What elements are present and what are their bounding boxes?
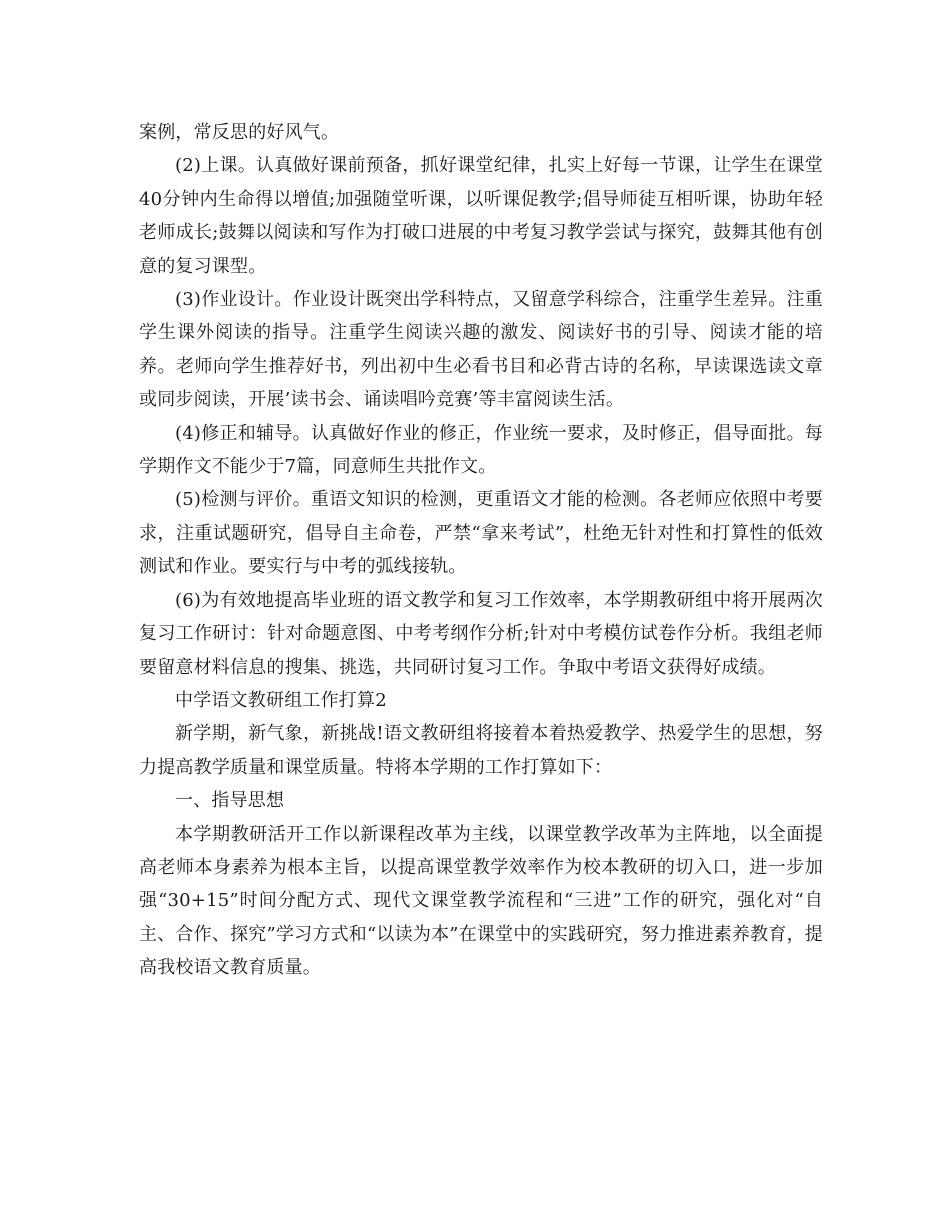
heading-guiding-ideology: 一、指导思想 [175,790,285,812]
paragraph-homework-design: (3)作业设计。作业设计既突出学科特点，又留意学科综合，注重学生差异。注重学生课外阅读的指导。注重学生阅读兴趣的激发、阅读好书的引导、阅读才能的培养。老师向学生推荐好书，列出初中生必看书目和必背古诗的名称，早读课选读文章或同步阅读，开展’读书会、诵读唱吟竞赛’等丰富阅读生活。 [139,289,823,411]
section-title-plan-2: 中学语文教研组工作打算2 [175,689,387,711]
paragraph-class-teaching: (2)上课。认真做好课前预备，抓好课堂纪律，扎实上好每一节课，让学生在课堂40分钟内生命得以增值;加强随堂听课，以听课促教学;倡导师徒互相听课，协助年轻老师成长;鼓舞以阅读和写作为打破口进展的中考复习教学尝试与探究，鼓舞其他有创意的复习课型。 [139,155,823,277]
paragraph-teaching-research: 本学期教研活开工作以新课程改革为主线，以课堂教学改革为主阵地，以全面提高老师本身素养为根本主旨，以提高课堂教学效率作为校本教研的切入口，进一步加强“30+15”时间分配方式、现代文课堂教学流程和“三进”工作的研究，强化对“自主、合作、探究”学习方式和“以读为本”在课堂中的实践研究，努力推进素养教育，提高我校语文教育质量。 [139,823,823,979]
paragraph-review-seminar: (6)为有效地提高毕业班的语文教学和复习工作效率，本学期教研组中将开展两次复习工作研讨：针对命题意图、中考考纲作分析;针对中考模仿试卷作分析。我组老师要留意材料信息的搜集、挑选，共同研讨复习工作。争取中考语文获得好成绩。 [139,589,823,678]
paragraph-continuation: 案例，常反思的好风气。 [139,122,340,143]
paragraph-correction-tutoring: (4)修正和辅导。认真做好作业的修正，作业统一要求，及时修正，倡导面批。每学期作文不能少于7篇，同意师生共批作文。 [139,422,823,478]
paragraph-new-semester: 新学期，新气象，新挑战!语文教研组将接着本着热爱教学、热爱学生的思想，努力提高教学质量和课堂质量。特将本学期的工作打算如下： [139,723,823,778]
paragraph-testing-evaluation: (5)检测与评价。重语文知识的检测，更重语文才能的检测。各老师应依照中考要求，注重试题研究，倡导自主命卷，严禁“拿来考试”，杜绝无针对性和打算性的低效测试和作业。要实行与中考的弧线接轨。 [139,489,823,578]
document-body [139,116,823,985]
